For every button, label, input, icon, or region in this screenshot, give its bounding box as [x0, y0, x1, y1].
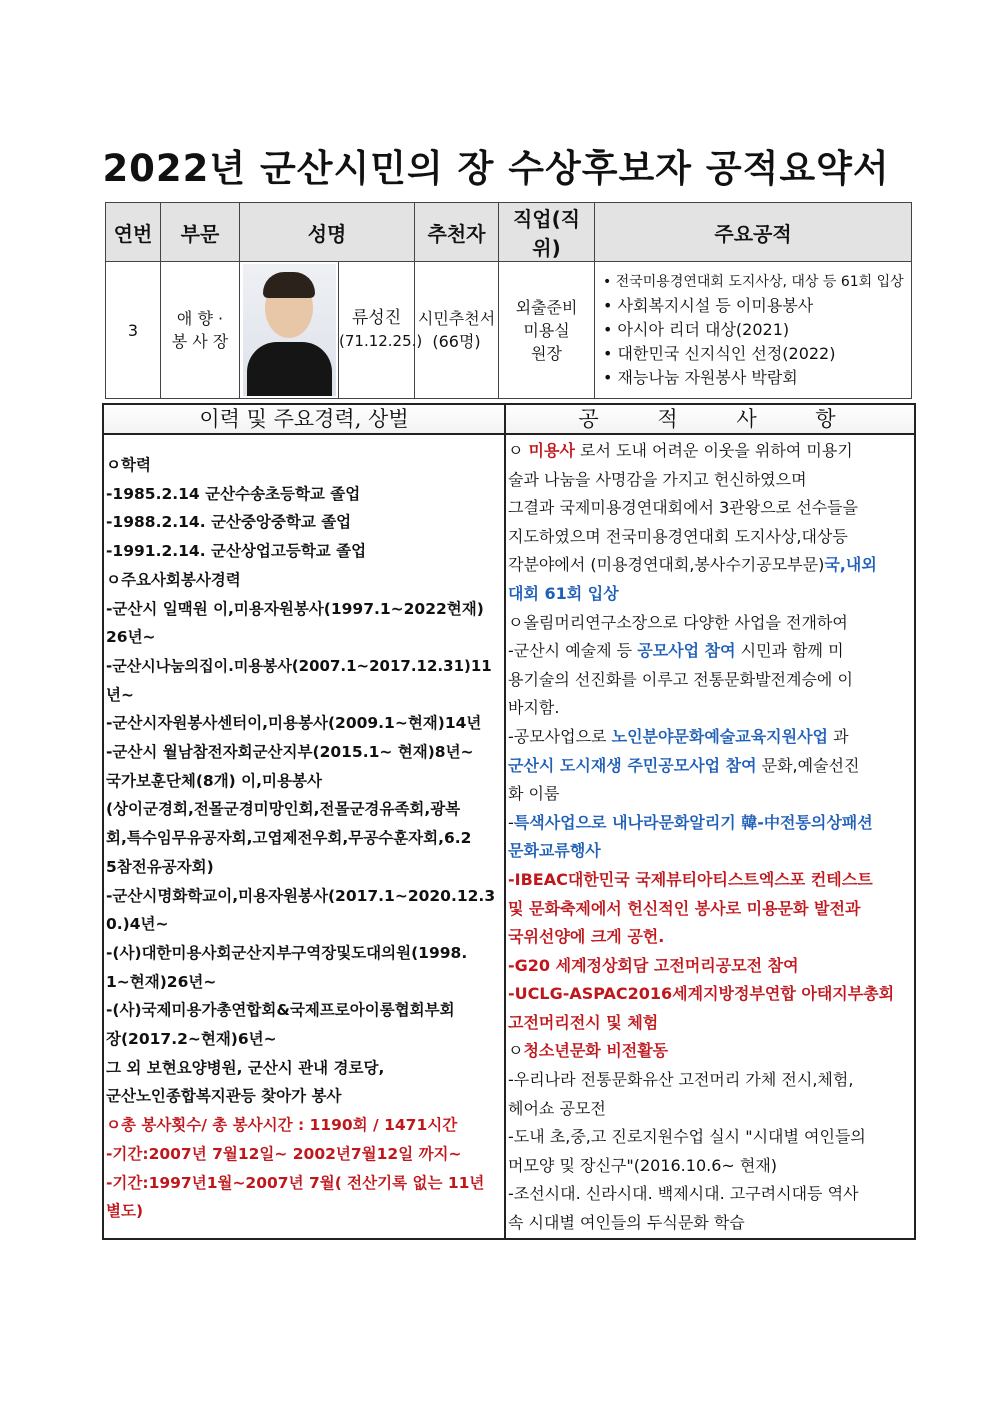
merit-segment: -UCLG-ASPAC2016세계지방정부연합 아태지부총회 — [508, 984, 895, 1004]
cell-achievements — [595, 262, 912, 399]
merit-segment: 과 — [828, 726, 849, 746]
cell-category — [161, 262, 240, 399]
career-line: 회,특수임무유공자회,고엽제전우회,무공수훈자회,6.2 — [106, 829, 472, 848]
merit-line — [508, 1180, 912, 1209]
merit-segment: 바지함. — [508, 698, 560, 718]
career-line: -기간:2007년 7월12일~ 2002년7월12일 까지~ — [106, 1144, 462, 1163]
merit-line — [508, 1123, 912, 1152]
merit-line — [508, 809, 912, 838]
merit-segment: 군산시 도시재생 주민공모사업 참여 — [508, 755, 757, 775]
header-name: 성명 — [240, 203, 415, 262]
summary-table — [105, 202, 912, 399]
cell-photo — [240, 262, 339, 399]
recommender-line: (66명) — [432, 332, 481, 351]
cell-name — [339, 262, 423, 399]
career-header: 이력 및 주요경력, 상벌 — [104, 405, 504, 435]
career-line: -1991.2.14. 군산상업고등학교 졸업 — [106, 542, 367, 561]
merit-line — [508, 1209, 912, 1238]
cell-no: 3 — [106, 262, 161, 399]
career-line: 별도) — [106, 1202, 144, 1221]
merit-line — [508, 723, 912, 752]
merit-segment: 노인분야문화예술교육지원사업 — [611, 726, 828, 746]
career-line: -군산시명화학교이,미용자원봉사(2017.1~2020.12.3 — [106, 886, 496, 905]
details-box — [102, 403, 916, 1240]
merit-text — [506, 435, 914, 1238]
merit-line — [508, 866, 912, 895]
career-line: 5참전유공자회) — [106, 857, 214, 876]
career-line: -군산시나눔의집이.미용봉사(2007.1~2017.12.31)11 — [106, 656, 492, 675]
merit-segment: ㅇ — [508, 1041, 524, 1061]
merit-line — [508, 1152, 912, 1181]
merit-segment: 그결과 국제미용경연대회에서 3관왕으로 선수들을 — [508, 498, 859, 518]
career-line: 군산노인종합복지관등 찾아가 봉사 — [106, 1087, 342, 1106]
merit-segment: ㅇ — [508, 441, 529, 460]
merit-segment: 용기술의 선진화를 이루고 전통문화발전계승에 이 — [508, 669, 853, 689]
merit-segment: 로서 도내 어려운 이웃을 위하여 미용기 — [574, 441, 853, 460]
merit-segment: 술과 나눔을 사명감을 가지고 헌신하였으며 — [508, 469, 807, 489]
merit-line — [508, 666, 912, 695]
merit-line — [508, 694, 912, 723]
merit-segment: 특색사업으로 내나라문화알리기 韓-中전통의상패션 — [513, 812, 873, 832]
career-line: (상이군경회,전몰군경미망인회,전몰군경유족회,광복 — [106, 800, 461, 819]
merit-segment: -우리나라 전통문화유산 고전머리 가체 전시,체험, — [508, 1070, 854, 1090]
merit-segment: 헤어쇼 공모전 — [508, 1098, 606, 1118]
merit-line — [508, 895, 912, 924]
merit-line — [508, 1037, 912, 1066]
merit-segment: 대회 61회 입상 — [508, 583, 619, 603]
page-title: 2022년 군산시민의 장 수상후보자 공적요약서 — [102, 147, 890, 190]
achievement-item: • 전국미용경연대회 도지사상, 대상 등 61회 입상 — [603, 270, 911, 294]
merit-line — [508, 923, 912, 952]
career-line: -1985.2.14 군산수송초등학교 졸업 — [106, 484, 361, 503]
header-recommender: 추천자 — [415, 203, 499, 262]
merit-segment: -조선시대. 신라시대. 백제시대. 고구려시대등 역사 — [508, 1184, 859, 1204]
career-line: -기간:1997년1월~2007년 7월( 전산기록 없는 11년 — [106, 1173, 485, 1192]
merit-segment: -IBEAC대한민국 국제뷰티아티스트엑스포 컨테스트 — [508, 869, 873, 889]
merit-segment: 문화,예술선진 — [756, 755, 860, 775]
merit-line — [508, 980, 912, 1009]
merit-line — [508, 780, 912, 809]
candidate-photo — [243, 264, 336, 396]
merit-line — [508, 494, 912, 523]
merit-column — [506, 405, 914, 1238]
merit-line — [508, 837, 912, 866]
cell-job — [499, 262, 595, 399]
cell-recommender — [415, 262, 499, 399]
career-line: 26년~ — [106, 628, 156, 647]
merit-segment: 청소년문화 비전활동 — [523, 1041, 669, 1061]
job-line: 외출준비 — [515, 297, 578, 317]
merit-segment: -도내 초,중,고 진로지원수업 실시 "시대별 여인들의 — [508, 1127, 866, 1147]
merit-segment: 및 문화축제에서 헌신적인 봉사로 미용문화 발전과 — [508, 898, 861, 918]
merit-segment: -G20 세계정상회담 고전머리공모전 참여 — [508, 955, 799, 975]
merit-segment: -군산시 예술제 등 — [508, 641, 638, 661]
career-line: 그 외 보현요양병원, 군산시 관내 경로당, — [106, 1058, 385, 1077]
career-line: ㅇ총 봉사횟수/ 총 봉사시간 : 1190회 / 1471시간 — [106, 1116, 458, 1135]
merit-segment: 고전머리전시 및 체험 — [508, 1012, 659, 1032]
career-line: 1~현재)26년~ — [106, 972, 217, 991]
merit-line — [508, 1095, 912, 1124]
merit-line — [508, 1009, 912, 1038]
merit-segment: 각분야에서 (미용경연대회,봉사수기공모부문) — [508, 555, 825, 575]
merit-header: 공 적 사 항 — [506, 405, 914, 435]
merit-segment: 문화교류행사 — [508, 841, 601, 861]
merit-segment: - — [508, 812, 514, 832]
merit-line — [508, 437, 912, 466]
category-line: 봉 사 장 — [171, 332, 229, 351]
header-category: 부문 — [161, 203, 240, 262]
header-row — [106, 203, 912, 262]
merit-line — [508, 752, 912, 781]
merit-segment: ㅇ올림머리연구소장으로 다양한 사업을 전개하여 — [508, 612, 848, 632]
header-achievements: 주요공적 — [595, 203, 912, 262]
merit-segment: 시민과 함께 미 — [735, 641, 844, 661]
career-line: -군산시 일맥원 이,미용자원봉사(1997.1~2022현재) — [106, 599, 484, 618]
merit-line — [508, 637, 912, 666]
merit-segment: 국위선양에 크게 공헌. — [508, 927, 665, 947]
merit-line — [508, 580, 912, 609]
career-line: 장(2017.2~현재)6년~ — [106, 1030, 277, 1049]
merit-segment: 속 시대별 여인들의 두식문화 학습 — [508, 1213, 745, 1233]
career-line: -1988.2.14. 군산중앙중학교 졸업 — [106, 513, 352, 532]
career-line: -군산시 월남참전자회군산지부(2015.1~ 현재)8년~ — [106, 743, 474, 762]
career-line: -(사)대한미용사회군산지부구역장및도대의원(1998. — [106, 943, 468, 962]
job-line: 원장 — [531, 343, 562, 363]
merit-line — [508, 609, 912, 638]
career-line: 국가보훈단체(8개) 이,미용봉사 — [106, 771, 322, 790]
merit-line — [508, 466, 912, 495]
career-line: -군산시자원봉사센터이,미용봉사(2009.1~현재)14년 — [106, 714, 482, 733]
header-no: 연번 — [106, 203, 161, 262]
candidate-name: 류성진 — [351, 308, 402, 328]
career-line: ㅇ학력 — [106, 456, 151, 474]
job-line: 미용실 — [523, 320, 570, 340]
merit-line — [508, 952, 912, 981]
candidate-birth: (71.12.25.) — [339, 332, 423, 350]
achievement-item: • 대한민국 신지식인 선정(2022) — [603, 342, 911, 366]
achievement-item: • 재능나눔 자원봉사 박람회 — [603, 366, 911, 390]
career-column — [104, 405, 506, 1238]
merit-segment: 국,내외 — [824, 555, 877, 575]
merit-line — [508, 1066, 912, 1095]
table-row — [106, 262, 912, 399]
career-line: 년~ — [106, 685, 134, 704]
career-line: 0.)4년~ — [106, 915, 169, 934]
career-text — [104, 435, 504, 1226]
merit-line — [508, 523, 912, 552]
career-line: -(사)국제미용가총연합회&국제프로아이롱협회부회 — [106, 1001, 455, 1020]
recommender-line: 시민추천서 — [417, 309, 496, 328]
achievement-item: • 아시아 리더 대상(2021) — [603, 318, 911, 342]
merit-segment: 화 이룸 — [508, 784, 560, 804]
merit-segment: 지도하였으며 전국미용경연대회 도지사상,대상등 — [508, 526, 848, 546]
merit-segment: -공모사업으로 — [508, 726, 612, 746]
career-line: ㅇ주요사회봉사경력 — [106, 570, 241, 589]
merit-segment: 머모양 및 장신구"(2016.10.6~ 현재) — [508, 1155, 778, 1175]
merit-line — [508, 551, 912, 580]
merit-segment: 미용사 — [528, 441, 575, 460]
category-line: 애 향 · — [176, 309, 224, 328]
header-job: 직업(직위) — [499, 203, 595, 262]
achievement-item: • 사회복지시설 등 이미용봉사 — [603, 294, 911, 318]
merit-segment: 공모사업 참여 — [637, 641, 736, 661]
